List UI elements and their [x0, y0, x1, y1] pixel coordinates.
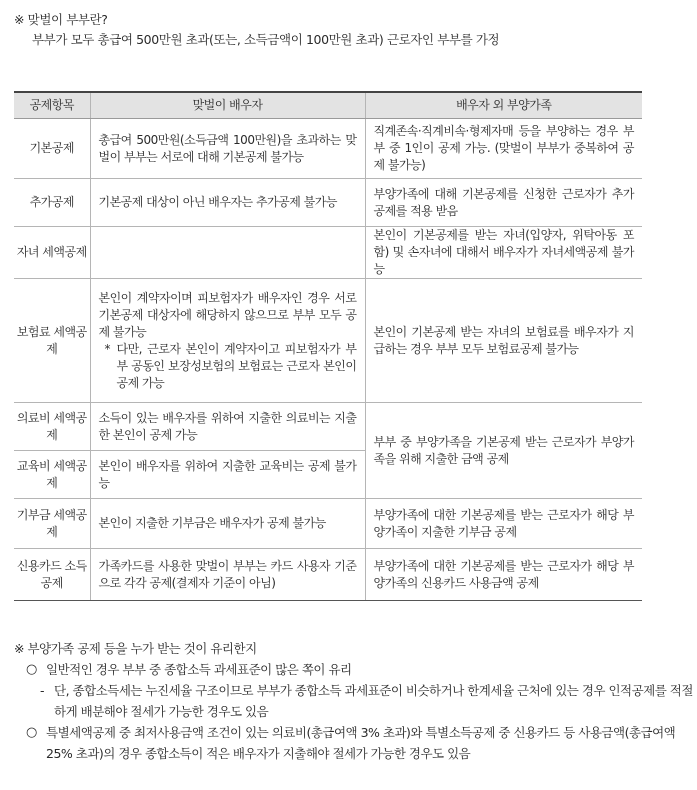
intro-section — [14, 10, 684, 50]
cell-dependents: 부양가족에 대한 기본공제를 받는 근로자가 해당 부양가족이 지출한 기부금 공제 — [365, 499, 642, 549]
circle-bullet-icon: ○ — [26, 725, 37, 740]
table-row-donation — [14, 499, 642, 549]
intro-heading: ※ 맞벌이 부부란? — [14, 12, 108, 27]
cell-dependents: 직계존속·직계비속·형제자매 등을 부양하는 경우 부부 중 1인이 공제 가능. (맞벌이 부부가 중복하여 공제 불가능) — [365, 119, 642, 179]
cell-item: 추가공제 — [14, 179, 90, 227]
cell-dependents: 부양가족에 대한 기본공제를 받는 근로자가 해당 부양가족의 신용카드 사용금액 공제 — [365, 549, 642, 601]
cell-item: 교육비 세액공제 — [14, 451, 90, 499]
circle-bullet-icon: ○ — [26, 662, 37, 677]
cell-dependents: 부양가족에 대해 기본공제를 신청한 근로자가 추가공제를 적용 받음 — [365, 179, 642, 227]
cell-spouse — [90, 279, 365, 403]
cell-dependents: 본인이 기본공제 받는 자녀의 보험료를 배우자가 지급하는 경우 부부 모두 보험료공제 불가능 — [365, 279, 642, 403]
table-row-card — [14, 549, 642, 601]
cell-spouse-empty — [90, 227, 365, 279]
table-header-row — [14, 92, 642, 119]
cell-item: 의료비 세액공제 — [14, 403, 90, 451]
guidance-item-1 — [14, 659, 694, 680]
cell-spouse: 가족카드를 사용한 맞벌이 부부는 카드 사용자 기준으로 각각 공제(결제자 기준이 아님) — [90, 549, 365, 601]
guidance-subitem-text: 단, 종합소득세는 누진세율 구조이므로 부부가 종합소득 과세표준이 비슷하거나 한계세율 근처에 있는 경우 인적공제를 적절하게 배분해야 절세가 가능한 경우도 있음 — [54, 683, 693, 719]
guidance-subitem — [14, 680, 694, 722]
cell-item: 보험료 세액공제 — [14, 279, 90, 403]
cell-item: 기부금 세액공제 — [14, 499, 90, 549]
guidance-section — [14, 638, 694, 764]
cell-item: 자녀 세액공제 — [14, 227, 90, 279]
table-row-additional — [14, 179, 642, 227]
note-text: 다만, 근로자 본인이 계약자이고 피보험자가 부부 공동인 보장성보험의 보험료는 근로자 본인이 공제 가능 — [116, 341, 357, 390]
cell-dependents-merged: 부부 중 부양가족을 기본공제 받는 근로자가 부양가족을 위해 지출한 금액 공제 — [365, 403, 642, 499]
cell-dependents: 본인이 기본공제를 받는 자녀(입양자, 위탁아동 포함) 및 손자녀에 대해서 배우자가 자녀세액공제 불가능 — [365, 227, 642, 279]
deduction-table — [14, 91, 642, 601]
table-row-medical — [14, 403, 642, 451]
cell-spouse: 소득이 있는 배우자를 위하여 지출한 의료비는 지출한 본인이 공제 가능 — [90, 403, 365, 451]
cell-spouse: 총급여 500만원(소득금액 100만원)을 초과하는 맞벌이 부부는 서로에 대해 기본공제 불가능 — [90, 119, 365, 179]
header-item: 공제항목 — [14, 92, 90, 119]
cell-item: 기본공제 — [14, 119, 90, 179]
table-row-basic — [14, 119, 642, 179]
table-row-insurance — [14, 279, 642, 403]
header-dependents: 배우자 외 부양가족 — [365, 92, 642, 119]
table-row-child — [14, 227, 642, 279]
header-spouse: 맞벌이 배우자 — [90, 92, 365, 119]
guidance-item-2 — [14, 722, 694, 764]
guidance-item-1-text: 일반적인 경우 부부 중 종합소득 과세표준이 많은 쪽이 유리 — [46, 662, 352, 677]
intro-definition: 부부가 모두 총급여 500만원 초과(또는, 소득금액이 100만원 초과) 근로자인 부부를 가정 — [32, 32, 500, 47]
insurance-spouse-text: 본인이 계약자이며 피보험자가 배우자인 경우 서로 기본공제 대상자에 해당하지 않으므로 부부 모두 공제 불가능 — [98, 290, 357, 339]
guidance-title: ※ 부양가족 공제 등을 누가 받는 것이 유리한지 — [14, 641, 257, 656]
cell-spouse: 본인이 배우자를 위하여 지출한 교육비는 공제 불가능 — [90, 451, 365, 499]
insurance-spouse-note — [99, 341, 357, 392]
cell-spouse: 기본공제 대상이 아닌 배우자는 추가공제 불가능 — [90, 179, 365, 227]
guidance-item-2-text: 특별세액공제 중 최저사용금액 조건이 있는 의료비(총급여액 3% 초과)와 특별소득공제 중 신용카드 등 사용금액(총급여액 25% 초과)의 경우 종합소득이 적은 배우자가 지출해야 절세가 가능한 경우도 있음 — [46, 725, 676, 761]
note-mark: * — [104, 341, 110, 356]
cell-item: 신용카드 소득공제 — [14, 549, 90, 601]
cell-spouse: 본인이 지출한 기부금은 배우자가 공제 불가능 — [90, 499, 365, 549]
dash-bullet-icon: - — [40, 683, 45, 698]
